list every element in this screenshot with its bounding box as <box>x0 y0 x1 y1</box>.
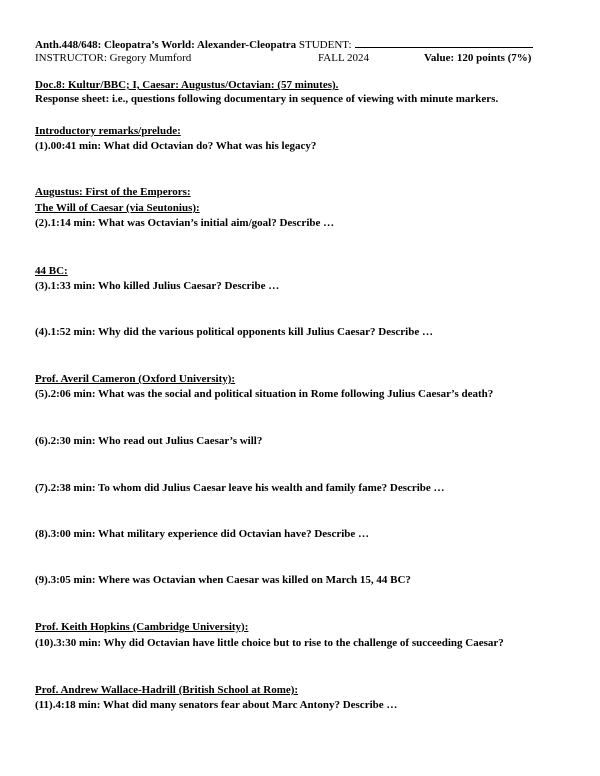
question-9: (9).3:05 min: Where was Octavian when Caesar was killed on March 15, 44 BC? <box>35 574 411 586</box>
doc-title: Doc.8: Kultur/BBC; I, Caesar: Augustus/Octavian: (57 minutes). <box>35 79 339 91</box>
section-heading-cameron: Prof. Averil Cameron (Oxford University): <box>35 373 236 385</box>
response-note: Response sheet: i.e., questions following documentary in sequence of viewing with minute markers. <box>35 93 499 105</box>
section-heading-will: The Will of Caesar (via Seutonius): <box>35 202 200 214</box>
semester-label: FALL 2024 <box>318 52 370 64</box>
question-7: (7).2:38 min: To whom did Julius Caesar leave his wealth and family fame? Describe … <box>35 482 445 494</box>
question-3: (3).1:33 min: Who killed Julius Caesar? Describe … <box>35 280 280 292</box>
course-title: Anth.448/648: Cleopatra’s World: Alexander-Cleopatra <box>35 39 297 51</box>
question-2: (2).1:14 min: What was Octavian’s initial aim/goal? Describe … <box>35 217 335 229</box>
section-heading-intro: Introductory remarks/prelude: <box>35 125 181 137</box>
header-line-1 <box>35 37 533 52</box>
question-11: (11).4:18 min: What did many senators fear about Marc Antony? Describe … <box>35 699 398 711</box>
question-1: (1).00:41 min: What did Octavian do? What was his legacy? <box>35 140 317 152</box>
section-heading-augustus: Augustus: First of the Emperors: <box>35 186 191 198</box>
value-label: Value: 120 points (7%) <box>424 52 532 64</box>
header-line-2 <box>35 52 575 65</box>
question-5: (5).2:06 min: What was the social and political situation in Rome following Julius Caesar’s death? <box>35 388 494 400</box>
question-10: (10).3:30 min: Why did Octavian have little choice but to rise to the challenge of succeeding Caesar? <box>35 637 504 649</box>
section-heading-hopkins: Prof. Keith Hopkins (Cambridge University): <box>35 621 249 633</box>
question-4: (4).1:52 min: Why did the various political opponents kill Julius Caesar? Describe … <box>35 326 433 338</box>
student-label: STUDENT: <box>296 39 352 51</box>
section-heading-44bc: 44 BC: <box>35 265 68 277</box>
instructor-label: INSTRUCTOR: Gregory Mumford <box>35 52 192 64</box>
section-heading-wallace: Prof. Andrew Wallace-Hadrill (British School at Rome): <box>35 684 299 696</box>
question-8: (8).3:00 min: What military experience did Octavian have? Describe … <box>35 528 370 540</box>
student-name-blank[interactable] <box>355 37 533 48</box>
question-6: (6).2:30 min: Who read out Julius Caesar’s will? <box>35 435 263 447</box>
